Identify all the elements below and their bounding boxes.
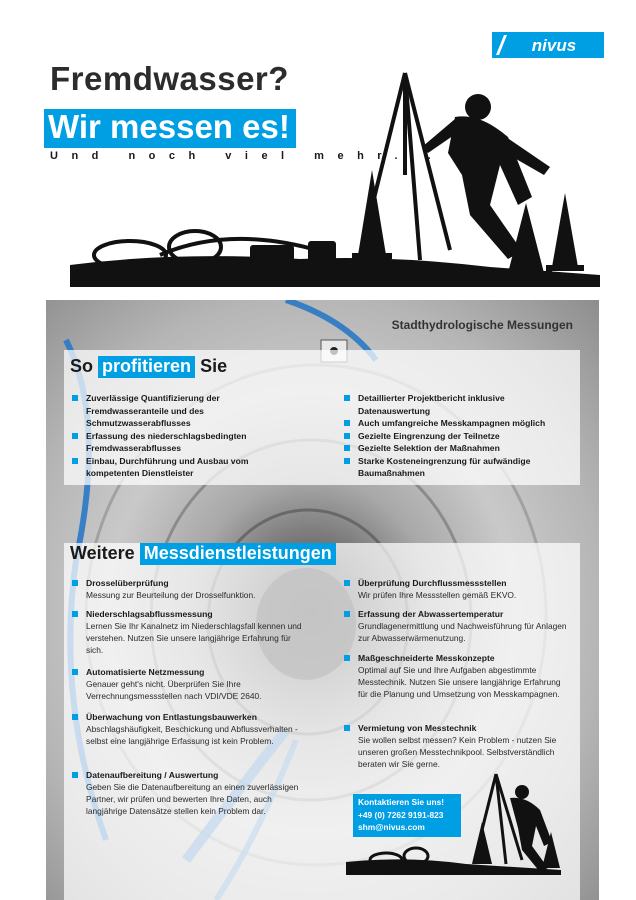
- service-item: Automatisierte Netzmessung Genauer geht's nicht. Überprüfen Sie Ihre Verrechnungsmessstellen nach VDI/VDE 2640.: [70, 666, 310, 702]
- service-item: Datenaufbereitung / Auswertung Geben Sie die Datenaufbereitung an einen zuverlässigen Partner, wir prüfen und bewerten Ihre Daten, auch langjährige Datensätze stellen kein Problem dar.: [70, 769, 310, 817]
- traffic-cone-icon: [546, 193, 584, 271]
- traffic-cone-icon: [352, 170, 392, 259]
- benefits-box: [64, 350, 580, 485]
- section-label: Stadthydrologische Messungen: [391, 318, 573, 332]
- service-item: Niederschlagsabflussmessung Lernen Sie Ihr Kanalnetz im Niederschlagsfall kennen und verstehen. Nutzen Sie unsere langjährige Erfahrung für sich.: [70, 608, 310, 656]
- page-subheadline: Wir messen es!: [44, 109, 296, 148]
- service-item: Überwachung von Entlastungsbauwerken Abschlagshäufigkeit, Beschickung und Abflussverhalten - selbst eine langjährige Erfassung ist kein Problem.: [70, 711, 310, 747]
- benefits-title: So profitieren Sie: [70, 356, 228, 376]
- contact-heading: Kontaktieren Sie uns!: [358, 797, 445, 807]
- list-item: Zuverlässige Quantifizierung der Fremdwasseranteile und des Schmutzwasserabflusses: [70, 392, 290, 430]
- service-item: Vermietung von Messtechnik Sie wollen selbst messen? Kein Problem - nutzen Sie unseren großen Messtechnikpool. Selbstverständlich beraten wir Sie gerne.: [342, 722, 572, 770]
- contact-box: [353, 794, 461, 837]
- logo-wordmark: nivus: [531, 36, 577, 55]
- list-item: Erfassung des niederschlagsbedingten Fremdwasserabflusses: [70, 430, 290, 455]
- contact-email[interactable]: shm@nivus.com: [358, 822, 425, 832]
- list-item: Starke Kosteneingrenzung für aufwändige Baumaßnahmen: [342, 455, 577, 480]
- benefits-list-right: [342, 392, 577, 480]
- list-item: Gezielte Eingrenzung der Teilnetze: [342, 430, 577, 443]
- service-item: Erfassung der Abwassertemperatur Grundlagenermittlung und Nachweisführung für Anlagen zur Abwasserwärmenutzung.: [342, 608, 572, 644]
- contact-phone[interactable]: +49 (0) 7262 9191-823: [358, 809, 444, 820]
- services-title: Weitere Messdienstleistungen: [70, 543, 336, 564]
- service-item: Drosselüberprüfung Messung zur Beurteilung der Drosselfunktion.: [70, 577, 310, 601]
- benefits-list-left: [70, 392, 290, 480]
- list-item: Detaillierter Projektbericht inklusive Datenauswertung: [342, 392, 577, 417]
- service-item: Überprüfung Durchflussmessstellen Wir prüfen Ihre Messstellen gemäß EKVO.: [342, 577, 572, 601]
- list-item: Einbau, Durchführung und Ausbau vom kompetenten Dienstleister: [70, 455, 290, 480]
- list-item: Auch umfangreiche Messkampagnen möglich: [342, 417, 577, 430]
- page-headline: Fremdwasser?: [50, 60, 289, 97]
- sewer-photo-panel: [46, 300, 599, 900]
- service-item: Maßgeschneiderte Messkonzepte Optimal auf Sie und Ihre Aufgaben abgestimmte Messtechnik. Nutzen Sie unsere langjährige Erfahrung für die Planung und Umsetzung von Messkampagnen.: [342, 652, 572, 700]
- list-item: Gezielte Selektion der Maßnahmen: [342, 442, 577, 455]
- tagline: Und noch viel mehr...: [50, 150, 445, 162]
